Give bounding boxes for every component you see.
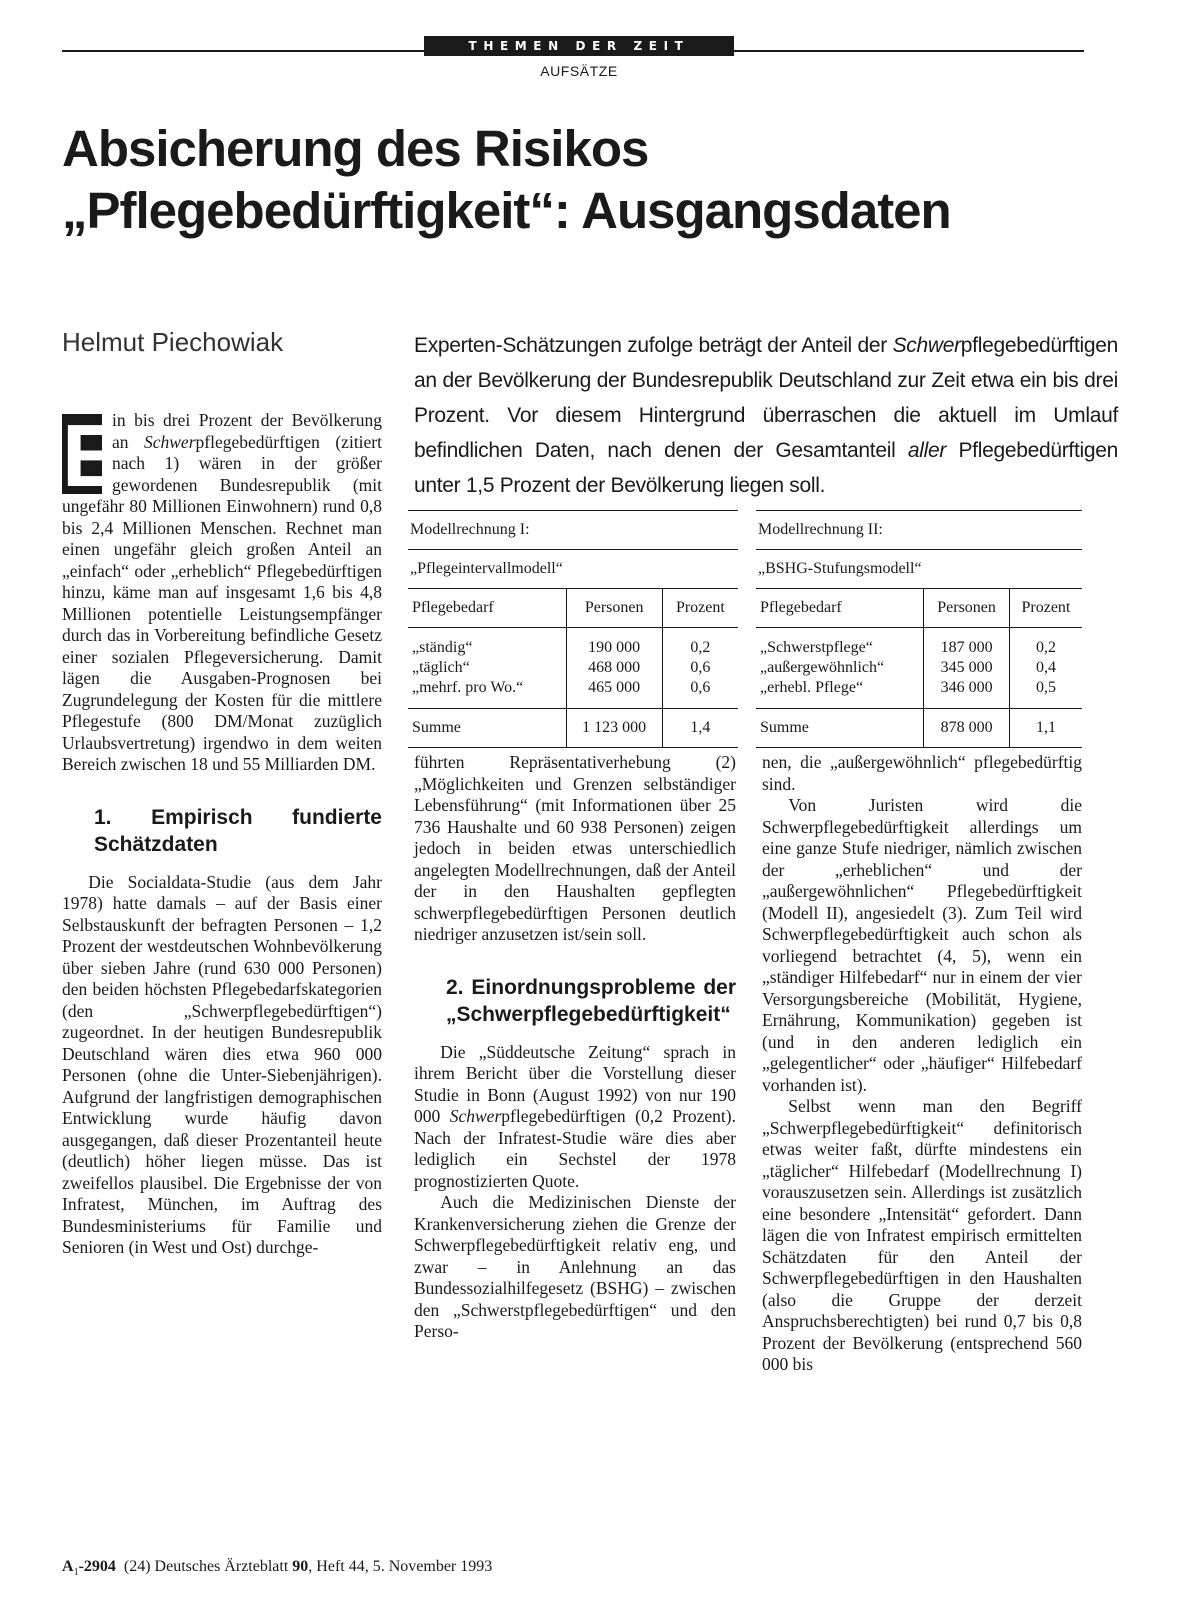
table-model-2 xyxy=(756,510,1082,748)
table-sum-row xyxy=(408,709,738,748)
table-cell: „erhebl. Pflege“ xyxy=(760,679,864,696)
table-cell: 345 000 xyxy=(924,658,1010,678)
table-cell: Summe xyxy=(756,709,924,748)
paragraph xyxy=(414,1042,736,1193)
column-header: Prozent xyxy=(1009,589,1082,628)
body-column-1 xyxy=(62,406,382,1259)
table-sum-row xyxy=(756,709,1082,748)
table-row xyxy=(408,658,738,678)
table-row xyxy=(756,678,1082,709)
table-cell: 0,4 xyxy=(1009,658,1082,678)
paragraph-text: pflegebedürftigen (zitiert nach 1) wären in der größer gewordenen Bundesrepublik (mit ungefähr 80 Millionen Einwohnern) rund 0,8 bis 2,4 Millionen Menschen. Rechnet man einen ungefähr gleich großen Anteil an „einfach“ oder „erheblich“ Pflegebedürftigen hinzu, käme man auf insgesamt 1,6 bis 4,8 Millionen potentielle Leistungsempfänger durch das in Vorbereitung befindliche Gesetz einer sozialen Pflegeversicherung. Damit lägen die Ausgaben-Prognosen bei Zugrundelegung der Kosten für die mittlere Pflegestufe (800 DM/Monat zuzüglich Urlaubsvertretung) irgendwo in dem weiten Bereich zwischen 18 und 55 Milliarden DM. xyxy=(62,431,382,774)
article-title xyxy=(62,118,1122,242)
table-cell: 0,2 xyxy=(662,628,738,659)
table-header-row xyxy=(756,589,1082,628)
table-row xyxy=(408,628,738,659)
table-cell: 1,4 xyxy=(662,709,738,748)
paragraph xyxy=(62,406,382,776)
table-cell: 1 123 000 xyxy=(566,709,662,748)
table-cell: „täglich“ xyxy=(412,659,470,676)
column-header: Prozent xyxy=(662,589,738,628)
paragraph-emphasis: Schwer xyxy=(143,431,196,452)
table-cell: 0,2 xyxy=(1009,628,1082,659)
body-column-2 xyxy=(414,752,736,1343)
section-heading-2: 2. Einordnungsprobleme der „Schwerpflegebedürftigkeit“ xyxy=(446,975,736,1026)
paragraph-text: Die „Süddeutsche Zeitung“ sprach in ihrem Bericht über die Vorstellung dieser Studie in Bonn (August 1992) von nur 190 000 xyxy=(414,1041,736,1126)
table-cell: Summe xyxy=(408,709,566,748)
abstract xyxy=(414,328,1118,503)
table-cell: „ständig“ xyxy=(412,639,473,656)
table-row xyxy=(756,628,1082,659)
column-header: Personen xyxy=(924,589,1010,628)
drop-cap: E xyxy=(62,406,121,505)
section-heading-1: 1. Empirisch fundierte Schätzdaten xyxy=(94,805,382,856)
table-cell: 0,5 xyxy=(1009,678,1082,709)
paragraph: führten Repräsentativerhebung (2) „Möglichkeiten und Grenzen selbständiger Lebensführung“ (mit Informationen über 25 736 Haushalte und 60 938 Personen) zeigen jedoch in beiden etwas unterschiedlich angelegten Modellrechnungen, daß der Anteil der in den Haushalten gepflegten schwerpflegebedürftigen Personen deutlich niedriger anzusetzen ist/sein soll. xyxy=(414,752,736,944)
paragraph: Die Socialdata-Studie (aus dem Jahr 1978) hatte damals – auf der Basis einer Selbstauskunft der befragten Personen – 1,2 Prozent der westdeutschen Wohnbevölkerung über sieben Jahre (rund 630 000 Personen) den beiden höchsten Pflegebedarfskategorien (den „Schwerpflegebedürftigen“) zugeordnet. In der heutigen Bundesrepublik Deutschland wären dies etwa 960 000 Personen (ohne die Unter-Siebenjährigen). Aufgrund der langfristigen demographischen Entwicklung wurde häufig davon ausgegangen, daß dieser Prozentanteil heute (deutlich) höher liegen müsse. Das ist zweifellos plausibel. Die Ergebnisse der von Infratest, München, im Auftrag des Bundesministeriums für Familie und Senioren (in West und Ost) durchge- xyxy=(62,871,382,1257)
table-cell: „außergewöhnlich“ xyxy=(760,659,885,676)
table-title: Modellrechnung I: xyxy=(408,510,738,549)
table-model-1 xyxy=(408,510,738,748)
abstract-emphasis-2: aller xyxy=(907,439,947,462)
paragraph: nen, die „außergewöhnlich“ pflegebedürftig sind. xyxy=(762,752,1082,794)
table-cell: 187 000 xyxy=(924,628,1010,659)
table-cell: 190 000 xyxy=(566,628,662,659)
table-grid xyxy=(756,588,1082,748)
section-label: AUFSÄTZE xyxy=(540,63,618,79)
paragraph: Auch die Medizinischen Dienste der Krankenversicherung ziehen die Grenze der Schwerpflegebedürftigkeit relativ eng, und zwar – in Anlehnung an das Bundessozialhilfegesetz (BSHG) – zwischen den „Schwerstpflegebedürftigen“ und den Perso- xyxy=(414,1192,736,1341)
table-cell: 878 000 xyxy=(924,709,1010,748)
table-cell: „Schwerstpflege“ xyxy=(760,639,873,656)
page-id-subscript: 1 xyxy=(73,1567,79,1579)
page-id: A xyxy=(62,1558,74,1575)
paragraph-emphasis: Schwer xyxy=(449,1106,502,1126)
table-header-row xyxy=(408,589,738,628)
table-cell: 0,6 xyxy=(662,658,738,678)
author: Helmut Piechowiak xyxy=(62,327,284,357)
abstract-text-2: pflegebedürftigen an der Bevölkerung der Bundesrepublik Deutschland zur Zeit etwa ein bis drei Prozent. Vor diesem Hintergrund überraschen die aktuell im Umlauf befindlichen Daten, nach denen der Gesamtanteil xyxy=(414,334,1118,462)
table-cell: 346 000 xyxy=(924,678,1010,709)
abstract-emphasis-1: Schwer xyxy=(892,334,961,357)
citation-text: (24) Deutsches Ärzteblatt xyxy=(123,1558,293,1575)
column-header: Pflegebedarf xyxy=(408,589,566,628)
page-number: -2904 xyxy=(78,1558,116,1575)
section-banner: THEMEN DER ZEIT xyxy=(424,36,734,56)
header-rule-left xyxy=(62,50,424,52)
table-cell: „mehrf. pro Wo.“ xyxy=(412,679,524,696)
column-header: Pflegebedarf xyxy=(756,589,924,628)
table-title: Modellrechnung II: xyxy=(756,510,1082,549)
title-line-2: „Pflegebedürftigkeit“: Ausgangsdaten xyxy=(62,182,951,239)
table-cell: 468 000 xyxy=(566,658,662,678)
header-rule-right xyxy=(734,50,1084,52)
table-cell: 0,6 xyxy=(662,678,738,709)
table-cell: 1,1 xyxy=(1009,709,1082,748)
volume-number: 90 xyxy=(292,1558,309,1575)
title-line-1: Absicherung des Risikos xyxy=(62,120,649,177)
column-header: Personen xyxy=(566,589,662,628)
table-grid xyxy=(408,588,738,748)
paragraph-text: pflegebedürftigen (0,2 Prozent). Nach der Infratest-Studie wäre dies aber lediglich ein Sechstel der 1978 prognostizierten Quote. xyxy=(414,1106,736,1191)
abstract-text-1: Experten-Schätzungen zufolge beträgt der Anteil der xyxy=(414,334,893,357)
abstract-text-3: Pflegebedürftigen unter 1,5 Prozent der Bevölkerung liegen soll. xyxy=(414,439,1119,497)
table-subtitle: „Pflegeintervallmodell“ xyxy=(408,549,738,588)
page-footer xyxy=(62,1558,492,1578)
table-subtitle: „BSHG-Stufungsmodell“ xyxy=(756,549,1082,588)
table-row xyxy=(408,678,738,709)
table-cell: 465 000 xyxy=(566,678,662,709)
paragraph: Selbst wenn man den Begriff „Schwerpflegebedürftigkeit“ definitorisch etwas weiter faßt, dürfte mindestens ein „täglicher“ Hilfebedarf (Modellrechnung I) vorauszusetzen sein. Allerdings ist zusätzlich eine besondere „Intensität“ gefordert. Dann lägen die von Infratest empirisch ermittelten Schätzdaten für den Anteil der Schwerpflegebedürftigen in den Haushalten (also die Gruppe der derzeit Anspruchsberechtigten) bei rund 0,7 bis 0,8 Prozent der Bevölkerung (entsprechend 560 000 bis xyxy=(762,1096,1082,1374)
paragraph-text: in bis drei Prozent der Bevölkerung an xyxy=(112,410,382,452)
body-column-3 xyxy=(762,752,1082,1376)
citation-text-issue: , Heft 44, 5. November 1993 xyxy=(308,1558,493,1575)
paragraph: Von Juristen wird die Schwerpflegebedürftigkeit allerdings um eine ganze Stufe niedriger, nämlich zwischen der „erheblichen“ und der „außergewöhnlichen“ Pflegebedürftigkeit (Modell II), angesiedelt (3). Zum Teil wird Schwerpflegebedürftigkeit auch schon als vorliegend betrachtet (4, 5), wenn ein „ständiger Hilfebedarf“ nur in einem der vier Versorgungsbereiche (Mobilität, Hygiene, Ernährung, Kommunikation) gegeben ist (und in den anderen lediglich ein „gelegentlicher“ oder „häufiger“ Hilfebedarf vorhanden ist). xyxy=(762,795,1082,1095)
table-row xyxy=(756,658,1082,678)
